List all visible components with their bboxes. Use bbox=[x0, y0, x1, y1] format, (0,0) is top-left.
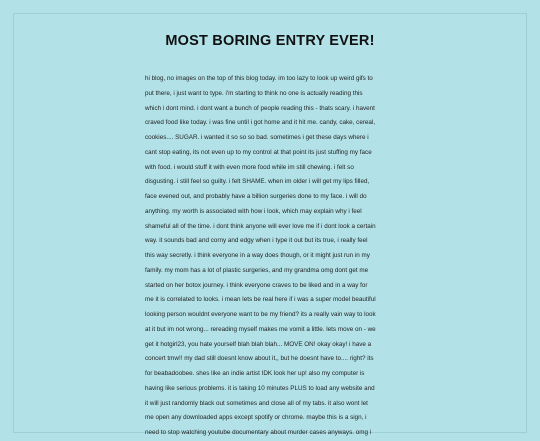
post-title: MOST BORING ENTRY EVER! bbox=[165, 33, 375, 49]
post-body-line: concert tmw!! my dad still doesnt know about it,, but he doesnt have to.... right? its bbox=[145, 355, 374, 363]
post-body-line: for beabadoobee. shes like an indie artist IDK look her up! also my computer is bbox=[145, 370, 365, 377]
post-body-line: get it hotgirl23, you hate yourself blah blah blah... MOVE ON! okay okay! i have a bbox=[145, 340, 372, 348]
post-body-line: hi blog, no images on the top of this blog today. im too lazy to look up weird gifs to bbox=[145, 75, 373, 82]
post-body-line: at it but im not wrong... rereading myself makes me vomit a little. lets move on - we bbox=[145, 325, 376, 333]
post-body-line: face evened out, and probably have a billion surgeries done to my face. i will do bbox=[145, 193, 367, 200]
post-body-line: way. it sounds bad and corny and edgy when i type it out but its true, i really feel bbox=[145, 237, 368, 245]
post-body-line: this way secretly. i think everyone in a way does though, or it might just run in my bbox=[145, 252, 370, 259]
post-body-line: it will just randomly black out sometimes and close all of my tabs. it also wont let bbox=[145, 399, 368, 407]
post-body-line: me open any downloaded apps except spotify or chrome. maybe this is a sign, i bbox=[145, 414, 367, 422]
post-body-line: need to stop watching youtube documentary about murder cases anyways. omg i bbox=[145, 429, 372, 436]
post-body-line: shameful all of the time. i dont think anyone will ever love me if i dont look a certain bbox=[145, 222, 376, 230]
post-body bbox=[145, 72, 395, 441]
post-body-line: me it is correlated to looks. i mean lets be real here if i was a super model beautiful bbox=[145, 296, 376, 304]
post-body-line: having like serious problems. it is taking 10 minutes PLUS to load any website and bbox=[145, 384, 375, 392]
post-body-line: put there, i just want to type. i'm starting to think no one is actually reading this bbox=[145, 89, 363, 97]
post-body-line: craved food like today. i was fine until i got home and it hit me. candy, cake, cereal, bbox=[145, 119, 376, 127]
post-body-line: with food. i would stuff it with even more food while im still chewing. i felt so bbox=[145, 163, 354, 171]
post-body-line: disgusting. i still feel so guilty. i felt SHAME. when im older i will get my lips filled, bbox=[145, 178, 370, 186]
post-body-line: family. my mom has a lot of plastic surgeries, and my grandma omg dont get me bbox=[145, 266, 369, 274]
post-body-line: which i dont mind. i dont want a bunch of people reading this - thats scary. i havent bbox=[145, 104, 375, 112]
post-body-line: cant stop eating, its not even up to my control at that point its just stuffing my face bbox=[145, 148, 372, 156]
post-body-line: looking person wouldnt everyone want to be my friend? its a really vain way to look bbox=[145, 311, 376, 318]
post-body-line: cookies.... SUGAR. i wanted it so so so bad. sometimes i get these days where i bbox=[145, 134, 369, 141]
post-body-line: anything. my worth is associated with how i look, which may explain why i feel bbox=[145, 207, 362, 215]
post-body-line: started on her botox journey. i think everyone craves to be liked and in a way for bbox=[145, 281, 368, 289]
